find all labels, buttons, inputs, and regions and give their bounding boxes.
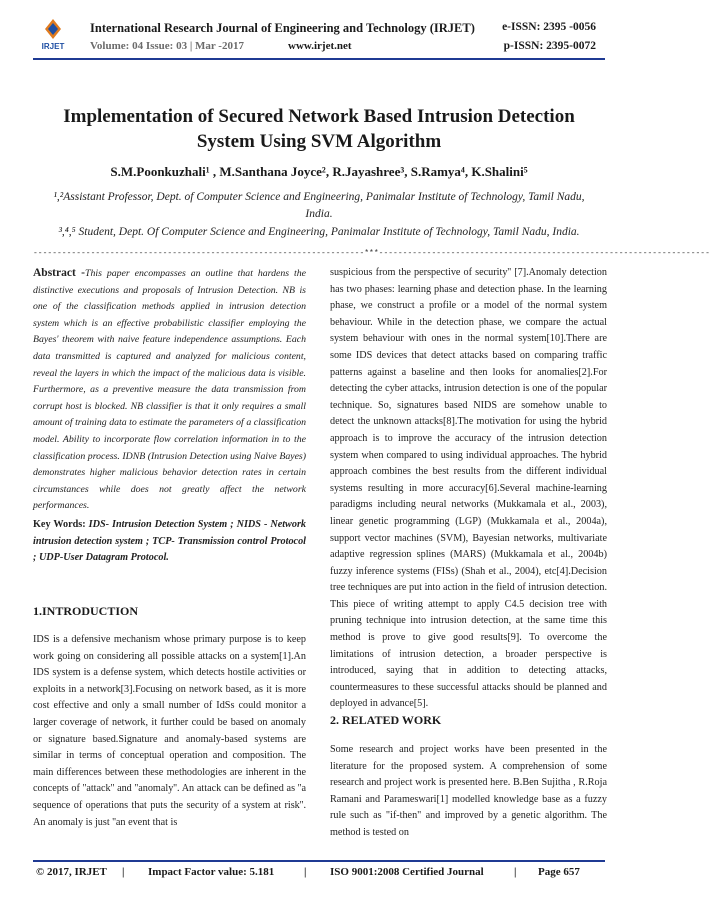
keywords-text: IDS- Intrusion Detection System ; NIDS - Network intrusion detection system ; TCP- Transmission control Protocol ; UDP-User Datagram Protocol. (33, 519, 306, 564)
related-work-text: Some research and project works have been presented in the literature for the proposed system. A comprehension of some research and project work is presented here. B.Ben Sujitha , R.Roja Ramani and Parameswari[1] modelled knowledge base as a fuzzy rule such as "if-then" and improved by a genetic algorithm. The method is tested on (330, 744, 607, 838)
author-list: S.M.Poonkuzhali¹ , M.Santhana Joyce², R.Jayashree³, S.Ramya⁴, K.Shalini⁵ (110, 164, 528, 179)
abstract-label: Abstract - (33, 267, 86, 279)
paper-title: Implementation of Secured Network Based Intrusion Detection System Using SVM Algorithm (63, 106, 575, 152)
p-issn: p-ISSN: 2395-0072 (503, 40, 596, 52)
footer-page-number: Page 657 (538, 866, 580, 878)
section-heading-related-work: 2. RELATED WORK (330, 713, 442, 727)
footer-separator: | (304, 866, 307, 878)
affiliation-2: ³,⁴,⁵ Student, Dept. Of Computer Science and Engineering, Panimalar Institute of Technology, Tamil Nadu, India. (58, 226, 580, 238)
section-heading-introduction: 1.INTRODUCTION (33, 604, 139, 618)
e-issn: e-ISSN: 2395 -0056 (502, 21, 596, 33)
footer-impact-factor: Impact Factor value: 5.181 (148, 866, 275, 878)
keywords (33, 517, 306, 567)
footer-separator: | (514, 866, 517, 878)
abstract-text: This paper encompasses an outline that hardens the distinctive executions and proposals of Intrusion Detection. NB is one of the classification methods applied in intrusion detection system which is an effective probabilistic classifier employing the Bayes' theorem with naive feature independence assumptions. Each data transmitted is captured and analyzed for malicious content, reveal the layers in which the impact of the malicious data is visible. Furthermore, as a preventive measure the data transmission from corrupt host is blocked. NB classifier is that it only requires a small amount of training data to estimate the parameters of a classification model. Ability to incorporate flow correlation information in to the classification process. IDNB (Intrusion Detection using Naive Bayes) demonstrates higher malicious behavior detection rates in certain circumstances while does not greatly affect the network performances. (33, 268, 307, 512)
footer-separator: | (122, 866, 125, 878)
footer-iso: ISO 9001:2008 Certified Journal (330, 866, 484, 878)
separator-line: ---------------------------------------------------------------------***--------------------------------------------------------------------- (33, 249, 710, 258)
keywords-label: Key Words: (33, 519, 86, 530)
footer-rule (33, 860, 605, 862)
journal-url[interactable]: www.irjet.net (288, 40, 352, 52)
affiliation-1: ¹,²Assistant Professor, Dept. of Computer Science and Engineering, Panimalar Institute of Technology, Tamil Nadu, India. (53, 191, 585, 220)
introduction-text: IDS is a defensive mechanism whose primary purpose is to keep work going on considering all possible attacks on a system[1].An IDS system is a defense system, which detects hostile activities or exploits in a network[3].Focusing on network based, as it is more cost effective and only a small number of IdSs could monitor a larger coverage of network, it further could be based on anomaly or signature based.Signature and anomaly-based systems are similar in terms of conceptual operation and composition. The main differences between these methodologies are inherent in the concepts of ''attack'' and ''anomaly''. An attack can be defined as ''a sequence of operations that puts the security of a system at risk''. An anomaly is just ''an event that is (33, 634, 306, 828)
header-rule (33, 58, 605, 60)
abstract (33, 265, 306, 515)
journal-title: International Research Journal of Engineering and Technology (IRJET) (90, 21, 475, 35)
footer-copyright: © 2017, IRJET (36, 866, 107, 878)
introduction-continued-text: suspicious from the perspective of security'' [7].Anomaly detection has two phases: learning phase and detection phase. In the learning phase, we construct a profile or a model of the normal system behaviour. While in the detection phase, we compare the actual system behaviour with ones in the normal system[10].There are some IDS devices that detect attacks based on comparing traffic patterns against a baseline and then looks for anomalies[2].For detecting the cyber attacks, intrusion detection is one of the popular technique. So, signatures based NIDS are somehow unable to detect the unknown attacks[8].The motivation for using the hybrid approach is to improve the accuracy of the intrusion detection system when compared to using individual approaches. The hybrid approach combines the best results from the different individual systems resulting in more accuracy[6].Several machine-learning paradigms including neural networks (Mukkamala et al., 2003), linear genetic programming (LGP) (Mukkamala et al., 2004a), support vector machines (SVM), Bayesian networks, multivariate adaptive regression splines (MARS) (Mukkamala et al., 2004b) fuzzy inference systems (FISs) (Shah et al., 2004), etc[4].Decision tree techniques are put into action in the field of intrusion detection. This piece of writing attempt to apply C4.5 decision tree with pruning technique into intrusion detection, at the same time this method is prove to give good results[9]. To overcome the limitations of intrusion detection, a broader perspective is introduced, saying that in addition to detecting attacks, countermeasures to these successful attacks should be planned and deployed in advance[5]. (330, 267, 607, 710)
volume-issue: Volume: 04 Issue: 03 | Mar -2017 (90, 40, 244, 52)
logo-text: IRJET (41, 42, 65, 51)
journal-logo (34, 17, 72, 51)
